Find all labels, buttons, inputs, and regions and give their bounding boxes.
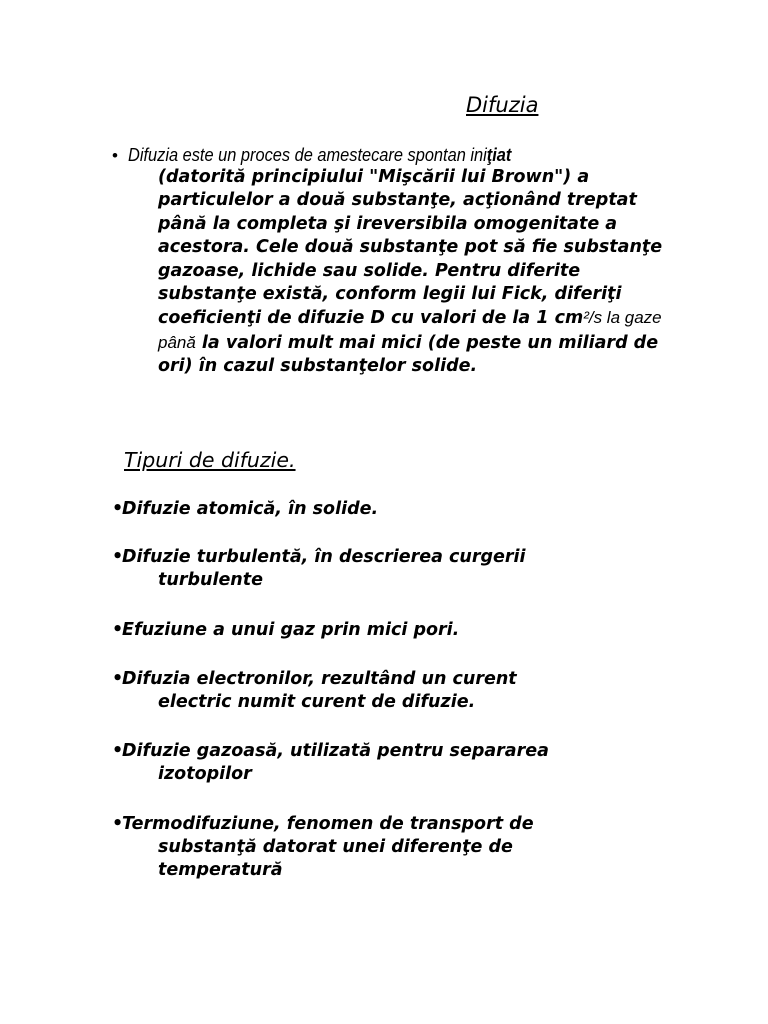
bullet-glyph: • xyxy=(112,146,118,165)
bullet-glyph: • xyxy=(112,499,124,519)
bullet-glyph: • xyxy=(112,547,124,567)
list-item-continuation: substanţă datorat unei diferenţe de xyxy=(158,837,513,858)
section-heading-text: Tipuri de difuzie xyxy=(124,448,289,472)
list-item-continuation: temperatură xyxy=(158,860,283,881)
list-item-text: Efuziune a unui gaz prin mici pori. xyxy=(122,620,460,640)
list-item-text: Difuzie gazoasă, utilizată pentru separarea xyxy=(122,741,549,761)
intro-first-text: Difuzia este un proces de amestecare spontan ini xyxy=(128,145,487,165)
bullet-glyph: • xyxy=(112,741,124,761)
list-item-text: Difuzie turbulentă, în descrierea curgerii xyxy=(122,547,526,567)
list-item-continuation: electric numit curent de difuzie. xyxy=(158,692,476,713)
bullet-glyph: • xyxy=(112,620,124,640)
document-title: Difuzia xyxy=(466,93,539,117)
intro-first-bold: ţiat xyxy=(486,145,512,165)
section-heading-suffix: . xyxy=(289,448,296,472)
intro-first-line xyxy=(128,144,511,167)
list-item-text: Difuzie atomică, în solide. xyxy=(122,499,379,519)
list-item-text: Termodifuziune, fenomen de transport de xyxy=(122,814,534,834)
bullet-glyph: • xyxy=(112,814,124,834)
intro-body-part2: la valori mult mai mici (de peste un miliard de ori) în cazul substanţelor solide. xyxy=(158,332,659,377)
section-heading xyxy=(124,447,296,473)
list-item-text: Difuzia electronilor, rezultând un curent xyxy=(122,669,517,689)
list-item-continuation: turbulente xyxy=(158,570,263,591)
bullet-glyph: • xyxy=(112,669,124,689)
intro-body-part1: (datorită principiului "Mişcării lui Brown") a particulelor a două substanţe, acţionând treptat până la completa şi ireversibila omogenitate a acestora. Cele două substanţe pot să fie substanţe gazoase, lichide sau solide. Pentru diferite substanţe există, conform legii lui Fick, diferiţi coeficienţi de difuzie D cu valori de la 1 cm xyxy=(158,167,663,329)
intro-body-text xyxy=(158,166,670,379)
list-item-continuation: izotopilor xyxy=(158,764,252,785)
intro-body-small: ²/s la gaze până xyxy=(158,308,662,352)
